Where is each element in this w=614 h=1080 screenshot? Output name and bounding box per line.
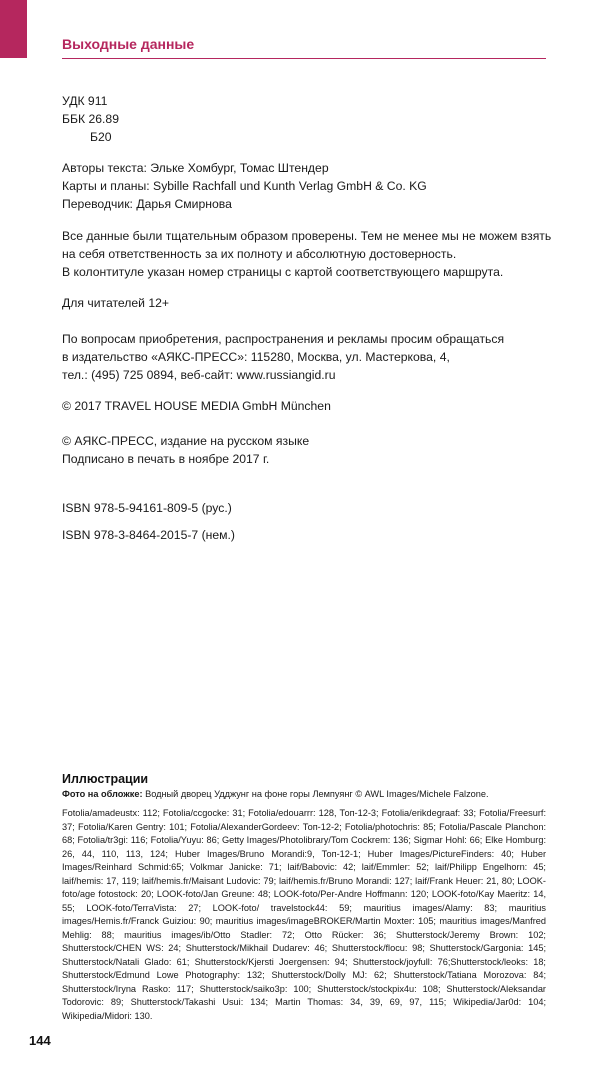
page-number: 144 — [29, 1033, 51, 1048]
cover-photo-text: Водный дворец Удджунг на фоне горы Лемпуянг © AWL Images/Michele Falzone. — [142, 789, 489, 799]
contact-line: тел.: (495) 725 0894, веб-сайт: www.russiangid.ru — [62, 368, 336, 382]
contact-line: в издательство «АЯКС-ПРЕСС»: 115280, Москва, ул. Мастеркова, 4, — [62, 350, 450, 364]
page-title: Выходные данные — [62, 36, 195, 52]
contact-block — [62, 330, 546, 384]
copyright-original — [62, 397, 546, 415]
author-mark: Б20 — [90, 130, 112, 144]
authors-block — [62, 159, 546, 213]
maps-credit: Карты и планы: Sybille Rachfall und Kunth Verlag GmbH & Co. KG — [62, 179, 427, 193]
copyright-russian-line: © АЯКС-ПРЕСС, издание на русском языке — [62, 434, 310, 448]
bbk-code: ББК 26.89 — [62, 112, 119, 126]
isbn-german — [62, 526, 546, 544]
text-authors: Авторы текста: Эльке Хомбург, Томас Штендер — [62, 161, 329, 175]
age-rating — [62, 294, 546, 312]
copyright-original-text: © 2017 TRAVEL HOUSE MEDIA GmbH München — [62, 399, 331, 413]
title-underline — [62, 58, 546, 59]
page-corner-tab — [0, 0, 27, 58]
illustrations-section — [62, 771, 546, 1023]
illustrations-heading: Иллюстрации — [62, 772, 149, 786]
photo-credits: Fotolia/amadeustx: 112; Fotolia/ccgocke: 31; Fotolia/edouarrr: 128, Топ-12-3; Fotolia/erikdegraaf: 33; Fotolia/Freesurf: 37; Fotolia/Karen Gentry: 101; Fotolia/AlexanderGordeev: Топ-12-2; Fotolia/photochris: 85; Fotolia/Pascale Planchon: 68; Fotolia/tr3gi: 116; Fotolia/Yuyu: 86; Getty Images/Photolibrary/Tom Cockrem: 136; Sigmar Hohl: 66; Elke Homburg: 26, 44, 110, 113, 124; Huber Images/Bruno Morandi:9, Топ-12-1; Huber Images/PictureFinders: 40; Huber Images/Reinhard Schmid:65; Volkmar Janicke: 71; laif/Babovic: 42; laif/Emmler: 52; laif/Philipp Engelhorn: 45; laif/hemis: 17, 119; laif/hemis.fr/Maisant Ludovic: 79; laif/hemis.fr/Bruno Morandi: 127; laif/Frank Heuer: 21, 80; LOOK-foto/age fotostock: 20; LOOK-foto/Jan Greune: 48; LOOK-foto/Per-Andre Hoffmann: 120; LOOK-foto/Kay Maeritz: 14, 55; LOOK-foto/TerraVista: 27; LOOK-foto/ travelstock44: 59; mauritius images/Alamy: 83; mauritius images/Hemis.fr/Franck Guiziou: 90; mauritius images/imageBROKER/Martin Moxter: 105; mauritius images/Manfred Mehlig: 88; mauritius images/ib/Otto Stadler: 72; Otto Rücker: 36; Shutterstock/Jeremy Brown: 102; Shutterstock/CHEN WS: 24; Shutterstock/Mikhail Dudarev: 46; Shutterstock/flocu: 98; Shutterstock/Gargonia: 145; Shutterstock/Natali Glado: 61; Shutterstock/Kjersti Joergensen: 94; Shutterstock/joyfull: 76;Shutterstock/leoks: 18; Shutterstock/Edmund Lowe Photography: 132; Shutterstock/Dolly MJ: 62; Shutterstock/Tatiana Morozova: 84; Shutterstock/Iryna Rasko: 117; Shutterstock/saiko3p: 100; Shutterstock/stockpix4u: 108; Shutterstock/Aleksandar Todorovic: 89; Shutterstock/Takashi Usui: 134; Martin Thomas: 34, 39, 69, 97, 115; Wikipedia/Jar0d: 104; Wikipedia/Midori: 130. — [62, 808, 546, 1021]
isbn-russian-text: ISBN 978-5-94161-809-5 (рус.) — [62, 501, 232, 515]
classification-block — [62, 92, 546, 146]
isbn-russian — [62, 499, 546, 517]
contact-line: По вопросам приобретения, распространения и рекламы просим обращаться — [62, 332, 505, 346]
disclaimer-block — [62, 227, 552, 281]
copyright-russian-block — [62, 432, 546, 468]
translator: Переводчик: Дарья Смирнова — [62, 197, 232, 211]
age-rating-text: Для читателей 12+ — [62, 296, 170, 310]
disclaimer-line: Все данные были тщательным образом проверены. Тем не менее мы не можем взять — [62, 229, 552, 243]
disclaimer-line: В колонтитуле указан номер страницы с картой соответствующего маршрута. — [62, 265, 504, 279]
cover-photo-credit — [62, 787, 546, 801]
disclaimer-line: на себя ответственность за их полноту и абсолютную достоверность. — [62, 247, 457, 261]
cover-photo-label: Фото на обложке: — [62, 789, 143, 799]
udk-code: УДК 911 — [62, 94, 108, 108]
isbn-german-text: ISBN 978-3-8464-2015-7 (нем.) — [62, 528, 235, 542]
print-date: Подписано в печать в ноябре 2017 г. — [62, 452, 270, 466]
